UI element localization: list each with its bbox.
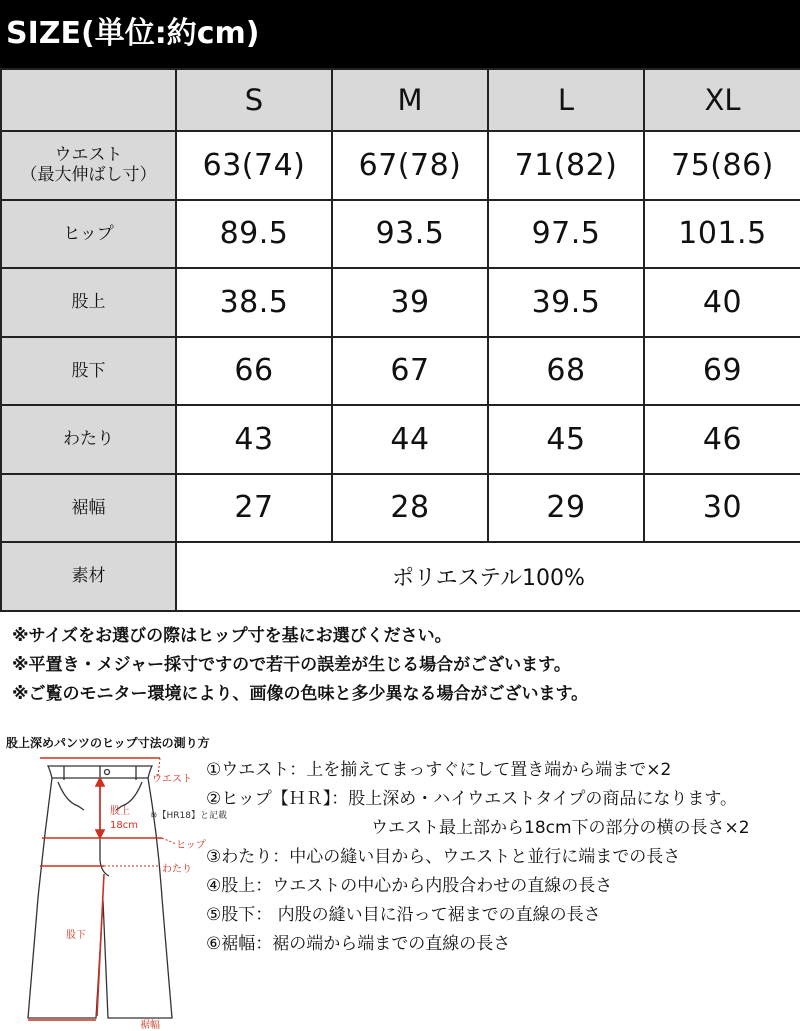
row-hem — [1, 474, 800, 543]
inseam-measure-line — [97, 874, 104, 1016]
step-item: ⑤股下： 内股の縫い目に沿って裾までの直線の長さ — [206, 905, 601, 925]
step-item: ウエスト最上部から18cm下の部分の横の長さ×2 — [371, 818, 750, 838]
size-s: S — [176, 69, 332, 131]
label-inseam: 股下 — [66, 930, 86, 941]
cell-waist-s: 63(74) — [176, 131, 332, 200]
row-material — [1, 542, 800, 611]
row-label-inseam: 股下 — [1, 337, 176, 406]
row-hip — [1, 200, 800, 269]
row-label-rise: 股上 — [1, 268, 176, 337]
step-item: ③わたり：中心の縫い目から、ウエストと並行に端までの長さ — [206, 847, 681, 867]
button-icon — [105, 770, 110, 775]
cell-hip-m: 93.5 — [332, 200, 488, 269]
row-label-thigh: わたり — [1, 405, 176, 474]
cell-hem-xl: 30 — [644, 474, 800, 543]
fly-seam — [100, 778, 109, 876]
cell-thigh-l: 45 — [488, 405, 644, 474]
cell-hip-l: 97.5 — [488, 200, 644, 269]
step-item: ①ウエスト：上を揃えてまっすぐにして置き端から端まで×2 — [206, 760, 672, 780]
note-item: ※サイズをお選びの際はヒップ寸を基にお選びください。 — [12, 626, 452, 646]
size-header: SIZE(単位:約cm) — [0, 0, 800, 68]
row-label-hem: 裾幅 — [1, 474, 176, 543]
arrow-down-icon — [96, 830, 104, 838]
arrow-up-icon — [96, 778, 104, 786]
label-hr-note: ※【HR18】と記載 — [150, 811, 228, 821]
cell-inseam-m: 67 — [332, 337, 488, 406]
cell-hem-s: 27 — [176, 474, 332, 543]
cell-waist-xl: 75(86) — [644, 131, 800, 200]
cell-inseam-l: 68 — [488, 337, 644, 406]
label-waist: ウエスト — [152, 774, 192, 785]
corner-cell — [1, 69, 176, 131]
measurement-steps — [206, 756, 796, 959]
cell-hem-m: 28 — [332, 474, 488, 543]
hip-leader — [162, 838, 176, 844]
row-rise — [1, 268, 800, 337]
row-waist — [1, 131, 800, 200]
note-item: ※平置き・メジャー採寸ですので若干の誤差が生じる場合がございます。 — [12, 655, 571, 675]
howto-title: 股上深めパンツのヒップ寸法の測り方 — [6, 736, 210, 750]
cell-hem-l: 29 — [488, 474, 644, 543]
row-label-hip: ヒップ — [1, 200, 176, 269]
note-item: ※ご覧のモニター環境により、画像の色味と多少異なる場合がございます。 — [12, 684, 589, 704]
cell-rise-xl: 40 — [644, 268, 800, 337]
label-rise: 股上 — [110, 806, 130, 817]
waist-label-line1: ウエスト — [54, 145, 123, 166]
size-table — [0, 68, 800, 612]
label-hip: ヒップ — [176, 840, 206, 851]
cell-rise-m: 39 — [332, 268, 488, 337]
notes — [12, 622, 792, 709]
size-l: L — [488, 69, 644, 131]
cell-waist-l: 71(82) — [488, 131, 644, 200]
cell-thigh-xl: 46 — [644, 405, 800, 474]
cell-rise-s: 38.5 — [176, 268, 332, 337]
label-hem: 裾幅 — [140, 1020, 160, 1031]
size-m: M — [332, 69, 488, 131]
size-xl: XL — [644, 69, 800, 131]
cell-hip-xl: 101.5 — [644, 200, 800, 269]
label-rise-length: 18cm — [110, 820, 138, 831]
waist-label-line2: （最大伸ばし寸） — [20, 165, 157, 186]
pocket-left — [58, 782, 84, 810]
step-item: ⑥裾幅：裾の端から端までの直線の長さ — [206, 934, 511, 954]
row-inseam — [1, 337, 800, 406]
row-label-waist — [1, 131, 176, 200]
size-header-row — [1, 69, 800, 131]
cell-thigh-m: 44 — [332, 405, 488, 474]
step-item: ②ヒップ【ＨＲ】：股上深め・ハイウエストタイプの商品になります。 — [206, 789, 738, 809]
cell-inseam-s: 66 — [176, 337, 332, 406]
cell-waist-m: 67(78) — [332, 131, 488, 200]
cell-thigh-s: 43 — [176, 405, 332, 474]
material-value: ポリエステル100% — [176, 542, 800, 611]
cell-rise-l: 39.5 — [488, 268, 644, 337]
row-label-material: 素材 — [1, 542, 176, 611]
label-thigh: わたり — [162, 864, 192, 875]
row-thigh — [1, 405, 800, 474]
step-item: ④股上：ウエストの中心から内股合わせの直線の長さ — [206, 876, 613, 896]
cell-inseam-xl: 69 — [644, 337, 800, 406]
cell-hip-s: 89.5 — [176, 200, 332, 269]
